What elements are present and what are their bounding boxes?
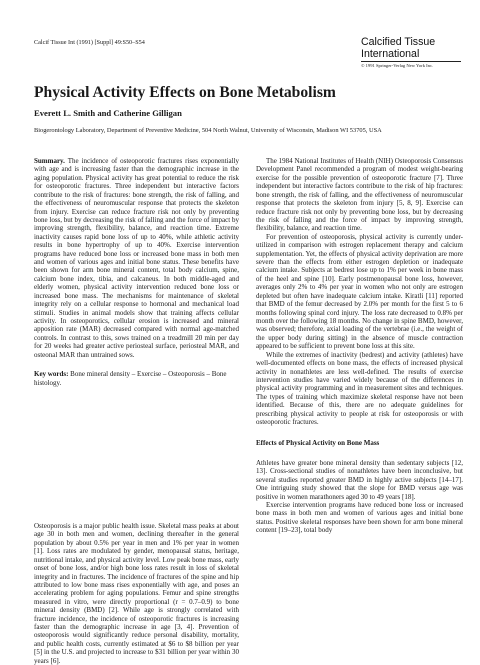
article-title: Physical Activity Effects on Bone Metabolism [34,84,336,101]
body-paragraph: While the extremes of inactivity (bedrest) and activity (athletes) have well-documented effects on bone mass, the effects of increased physical activity in nonathletes are less well-defined. The results of exercise intervention studies have varied widely because of the differences in physical activity programming and in measurement sites and techniques. The types of training which maximize skeletal response have not been identified. Because of this, there are no adequate guidelines for prescribing physical activity to people at risk for osteoporosis or with osteoporotic fractures. [256,350,463,427]
keywords-label: Key words: [34,370,69,379]
keywords-paragraph [34,370,239,387]
body-paragraph: Osteoporosis is a major public health issue. Skeletal mass peaks at about age 30 in both men and women, declining thereafter in the general population by about 0.5% per year in men and 1% per year in women [1]. Loss rates are modulated by gender, menopausal status, heritage, nutritional intake, and physical activity level. Low peak bone mass, early onset of bone loss, and/or high bone loss rates result in loss of skeletal integrity and in fractures. The incidence of fractures of the spine and hip attributed to low bone mass rises exponentially with age, and poses an accelerating problem for aging populations. Femur and spine strengths measured in vitro, were directly proportional (r = 0.7–0.9) to bone mineral density (BMD) [2]. While age is strongly correlated with fracture incidence, the incidence of osteoporotic fractures is increasing faster than the demographic increase in age [3, 4]. Prevention of osteoporosis would significantly reduce personal disability, mortality, and public health costs, currently estimated at $6 to $8 billion per year [5] in the U.S. and projected to increase to $31 billion per year within 30 years [6]. [34,522,239,665]
article-authors: Everett L. Smith and Catherine Gilligan [34,108,182,118]
abstract-column [34,157,239,387]
body-paragraph: The 1984 National Institutes of Health (NIH) Osteoporosis Consensus Development Panel recommended a program of modest weight-bearing exercise for the possible prevention of osteoporotic fracture [7]. Three independent but interactive factors contribute to the risk of hip fractures: bone strength, the risk of falling, and the effectiveness of neuromuscular response that protects the skeleton from injury [5, 8, 9]. Exercise can reduce fracture risk not only by preventing bone loss, but by decreasing the risk of falling and the force of impact by improving strength, flexibility, balance, and reaction time. [256,157,463,233]
journal-masthead [361,37,461,69]
body-paragraph: For prevention of osteoporosis, physical activity is currently under-utilized in comparison with estrogen replacement therapy and calcium supplementation. Yet, the effects of physical activity deprivation are more severe than the effects from either estrogen depletion or inadequate calcium intake. Subjects at bedrest lose up to 1% per week in bone mass of the heel and spine [10]. Early postmenopausal bone loss, however, averages only 2% to 4% per year in women who not only are estrogen depleted but often have inadequate calcium intake. Kiratli [11] reported that BMD of the femur decreased by 2.0% per month for the first 5 to 6 months following spinal cord injury. The loss rate decreased to 0.8% per month over the following 18 months. No change in spine BMD, however, was observed; therefore, axial loading of the vertebrae (i.e., the weight of the upper body during sitting) in the absence of muscle contraction appeared to be sufficient to prevent bone loss at this site. [256,232,463,351]
summary-text: The incidence of osteoporotic fractures rises exponentially with age and is increasing faster than the demographic increase in the aging population. Physical activity has great potential to reduce the risk for osteoporotic fractures. Three independent but interactive factors contribute to the risk of fractures: bone strength, the risk of falling, and the effectiveness of neuromuscular response that protects the skeleton from injury. Exercise can reduce fracture risk not only by preventing bone loss, but by decreasing the risk of falling and the force of impact by improving strength, flexibility, balance, and reaction time. Extreme inactivity causes rapid bone loss of up to 40%, while athletic activity results in bone hypertrophy of up to 40%. Exercise intervention programs have reduced bone loss or increased bone mass in both men and women of various ages and initial bone status. These benefits have been shown for arm bone mineral content, total body calcium, spine, calcium bone index, tibia, and calcaneus. In both middle-aged and elderly women, physical activity intervention reduced bone loss or increased bone mass. The mechanisms for maintenance of skeletal integrity rely on a cellular response to hormonal and mechanical load stimuli. Studies in animal models show that training affects cellular activity. In osteoporotics, cellular erosion is increased and mineral apposition rate (MAR) decreased compared with normal age-matched controls. In contrast to this, sows trained on a treadmill 20 min per day for 20 weeks had greater active periosteal surface, periosteal MAR, and osteonal MAR than untrained sows. [34,157,239,359]
body-paragraph: Athletes have greater bone mineral density than sedentary subjects [12, 13]. Cross-sectional studies of nonathletes have been inconclusive, but several studies reported greater BMD in highly active subjects [14–17]. One intriguing study showed that the slope for BMD versus age was positive in women marathoners aged 30 to 49 years [18]. [256,458,463,501]
summary-label: Summary. [34,157,65,165]
author-affiliation: Biogerontology Laboratory, Department of Preventive Medicine, 504 North Walnut, University of Wisconsin, Madison WI 53705, USA [34,127,382,134]
summary-paragraph [34,157,239,359]
keywords-text: Bone mineral density – Exercise – Osteoporosis – Bone histology. [34,370,227,387]
journal-citation: Calcif Tissue Int (1991) [Suppl] 49:S50–S54 [34,39,145,46]
journal-name-line2: International [361,47,420,60]
body-paragraph: Exercise intervention programs have reduced bone loss or increased bone mass in both men and women of various ages and initial bone status. Positive skeletal responses have been shown for arm bone mineral content [19–23], total body [256,501,463,535]
intro-column-left [34,522,239,665]
journal-copyright: © 1991 Springer-Verlag New York Inc. [361,63,434,68]
section-heading: Effects of Physical Activity on Bone Mass [256,438,380,447]
body-column-right [256,157,463,535]
journal-name-line1: Calcified Tissue [361,36,436,48]
